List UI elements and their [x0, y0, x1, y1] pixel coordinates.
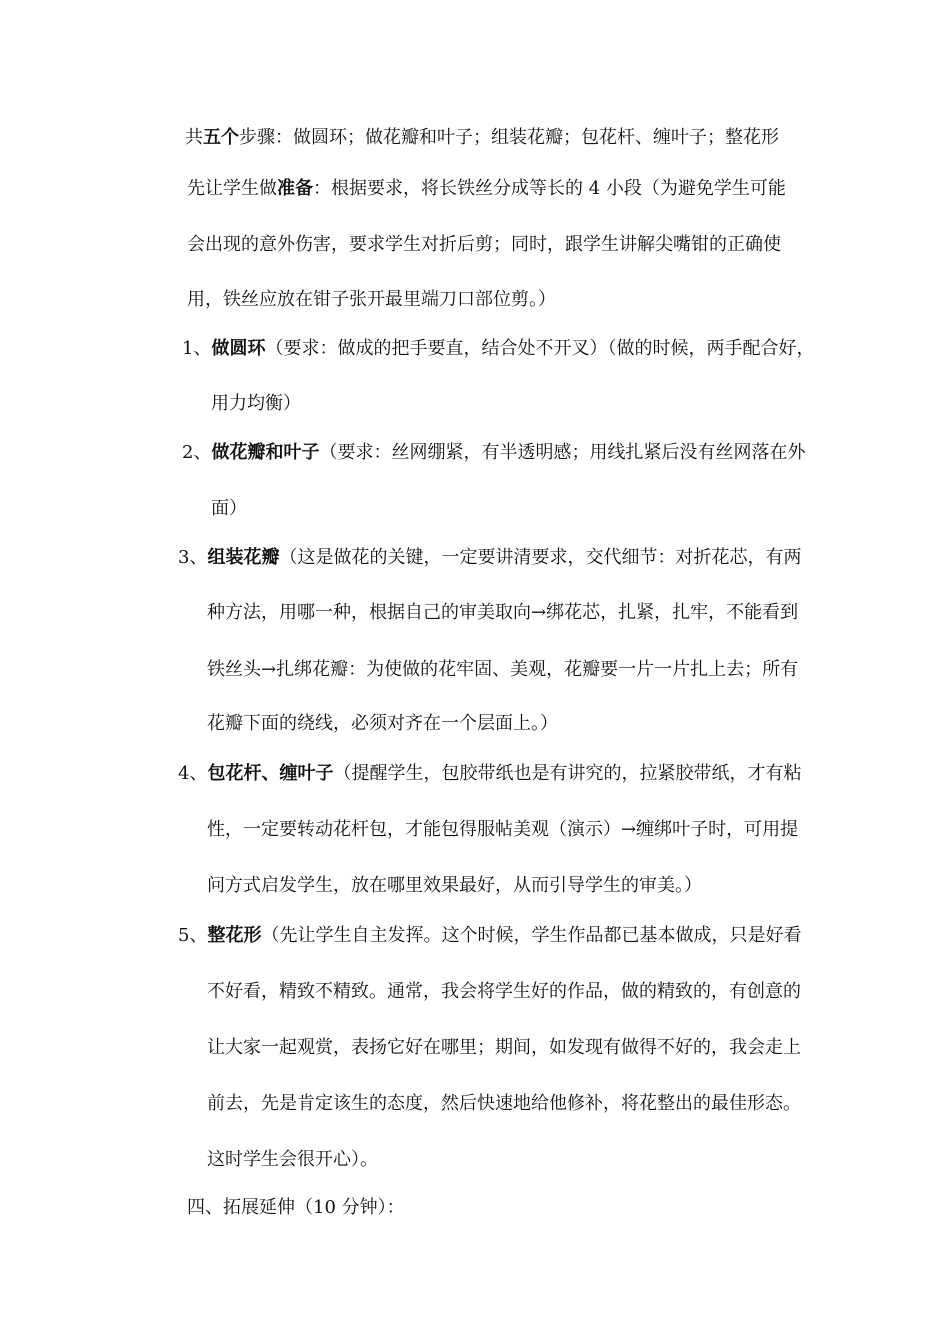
step-5-cont-4: 这时学生会很开心）。: [207, 1149, 378, 1170]
step-number: 1、: [182, 338, 212, 359]
step-text: （先让学生自主发挥。这个时候，学生作品都已基本做成，只是好看: [261, 925, 802, 946]
intro-line-4: 用，铁丝应放在钳子张开最里端刀口部位剪。）: [187, 289, 556, 310]
step-1-line: [182, 338, 814, 360]
intro-text: 共: [185, 127, 203, 148]
intro-text: 先让学生做: [187, 178, 277, 199]
step-5-line: [178, 925, 801, 947]
intro-text: 步骤：做圆环；做花瓣和叶子；组装花瓣；包花杆、缠叶子；整花形: [239, 127, 779, 148]
bold-keyword: 五个: [203, 127, 239, 148]
intro-text: ：根据要求，将长铁丝分成等长的 4 小段（为避免学生可能: [313, 178, 786, 199]
step-text: （这是做花的关键，一定要讲清要求，交代细节：对折花芯，有两: [279, 547, 802, 568]
step-2-cont: 面）: [211, 498, 247, 519]
step-text: （要求：做成的把手要直，结合处不开叉）（做的时候，两手配合好，: [265, 338, 815, 359]
section-4-heading: 四、拓展延伸（10 分钟）：: [187, 1197, 405, 1218]
step-4-cont-2: 问方式启发学生，放在哪里效果最好，从而引导学生的审美。）: [207, 875, 702, 896]
step-number: 3、: [178, 547, 208, 568]
intro-line-3: 会出现的意外伤害，要求学生对折后剪；同时，跟学生讲解尖嘴钳的正确使: [187, 234, 781, 255]
step-title: 组装花瓣: [207, 547, 280, 568]
step-3-cont-1: 种方法，用哪一种，根据自己的审美取向→绑花芯，扎紧，扎牢，不能看到: [207, 602, 799, 623]
step-4-line: [178, 763, 801, 785]
step-text: （要求：丝网绷紧，有半透明感；用线扎紧后没有丝网落在外: [319, 442, 806, 463]
intro-line-2: [187, 178, 786, 200]
step-5-cont-1: 不好看，精致不精致。通常，我会将学生好的作品，做的精致的，有创意的: [207, 981, 801, 1002]
step-3-line: [178, 547, 801, 569]
step-3-cont-3: 花瓣下面的绕线，必须对齐在一个层面上。）: [207, 713, 558, 734]
step-title: 整花形: [207, 925, 262, 946]
step-title: 包花杆、缠叶子: [207, 763, 334, 784]
step-number: 4、: [178, 763, 208, 784]
step-number: 5、: [178, 925, 208, 946]
step-title: 做花瓣和叶子: [211, 442, 320, 463]
step-title: 做圆环: [211, 338, 266, 359]
step-text: （提醒学生，包胶带纸也是有讲究的，拉紧胶带纸，才有粘: [333, 763, 802, 784]
step-5-cont-3: 前去，先是肯定该生的态度，然后快速地给他修补，将花整出的最佳形态。: [207, 1093, 801, 1114]
step-1-cont: 用力均衡）: [211, 393, 301, 414]
step-4-cont-1: 性，一定要转动花杆包，才能包得服帖美观（演示）→缠绑叶子时，可用提: [207, 819, 799, 840]
step-5-cont-2: 让大家一起观赏，表扬它好在哪里；期间，如发现有做得不好的，我会走上: [207, 1037, 801, 1058]
intro-line-1: [185, 127, 779, 149]
bold-keyword: 准备: [277, 178, 313, 199]
step-2-line: [182, 442, 805, 464]
step-3-cont-2: 铁丝头→扎绑花瓣：为使做的花牢固、美观，花瓣要一片一片扎上去；所有: [207, 659, 799, 680]
step-number: 2、: [182, 442, 212, 463]
